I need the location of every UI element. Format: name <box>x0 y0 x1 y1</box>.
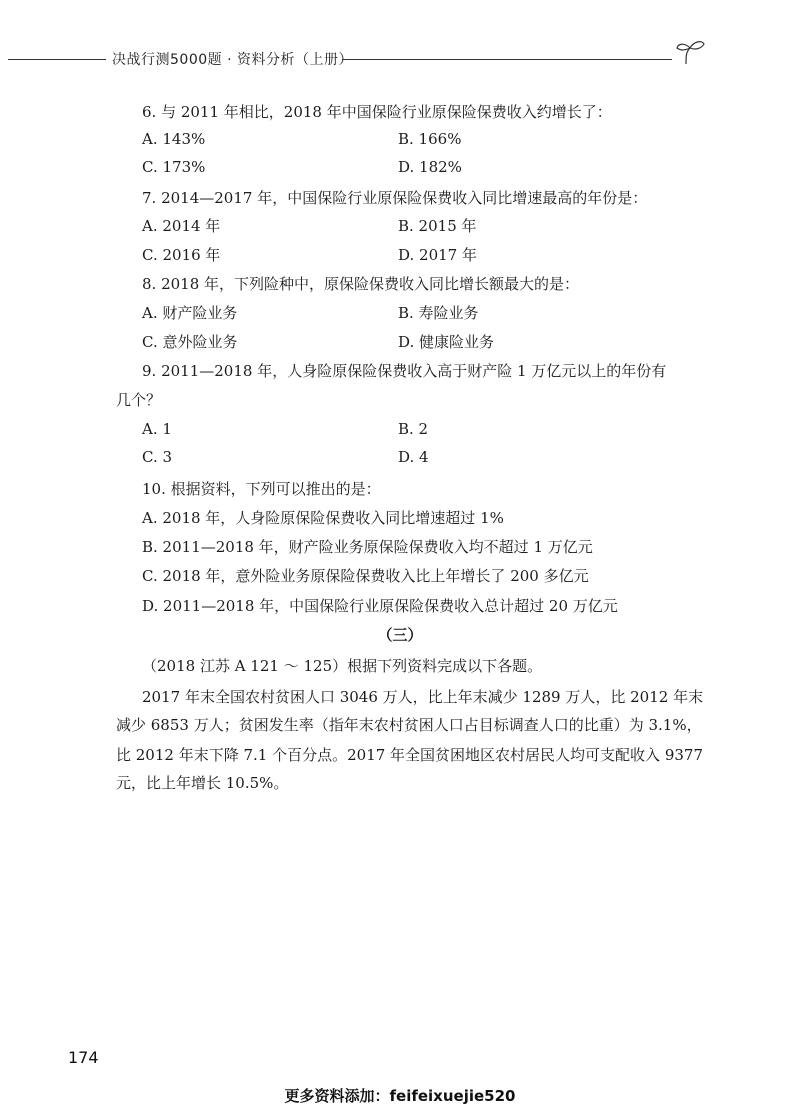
question-10-option-d: D. 2011—2018 年，中国保险行业原保险保费收入总计超过 20 万亿元 <box>142 597 618 615</box>
question-8-option-b: B. 寿险业务 <box>398 304 479 322</box>
book-title: 决战行测5000题 · 资料分析（上册） <box>112 52 353 68</box>
question-9-option-b: B. 2 <box>398 420 429 438</box>
question-6-option-d: D. 182% <box>398 158 462 176</box>
question-8-option-d: D. 健康险业务 <box>398 333 495 351</box>
page-number: 174 <box>68 1048 99 1067</box>
question-10-option-a: A. 2018 年，人身险原保险保费收入同比增速超过 1% <box>142 509 504 527</box>
question-7-option-c: C. 2016 年 <box>142 246 221 264</box>
question-6-option-b: B. 166% <box>398 130 462 148</box>
question-7-option-d: D. 2017 年 <box>398 246 477 264</box>
section-title: （三） <box>377 626 423 644</box>
question-10-option-b: B. 2011—2018 年，财产险业务原保险保费收入均不超过 1 万亿元 <box>142 538 593 556</box>
question-6-option-a: A. 143% <box>142 130 206 148</box>
question-10-stem: 10. 根据资料，下列可以推出的是： <box>142 480 381 498</box>
paragraph-line-1: 2017 年末全国农村贫困人口 3046 万人，比上年末减少 1289 万人，比 2012 年末 <box>142 688 704 706</box>
question-10-option-c: C. 2018 年，意外险业务原保险保费收入比上年增长了 200 多亿元 <box>142 567 589 585</box>
paragraph-line-4: 元，比上年增长 10.5%。 <box>116 774 289 792</box>
question-8-stem: 8. 2018 年，下列险种中，原保险保费收入同比增长额最大的是： <box>142 275 580 293</box>
paragraph-line-3: 比 2012 年末下降 7.1 个百分点。2017 年全国贫困地区农村居民人均可支配收入 9377 <box>116 746 703 764</box>
sprout-icon <box>672 38 708 66</box>
question-9-stem-line1: 9. 2011—2018 年，人身险原保险保费收入高于财产险 1 万亿元以上的年份有 <box>142 362 667 380</box>
question-9-option-a: A. 1 <box>142 420 172 438</box>
footer-note: 更多资料添加：feifeixuejie520 <box>284 1087 516 1105</box>
question-7-option-a: A. 2014 年 <box>142 217 221 235</box>
header-rule-right <box>342 59 672 60</box>
question-6-option-c: C. 173% <box>142 158 206 176</box>
paragraph-line-2: 减少 6853 万人；贫困发生率（指年末农村贫困人口占目标调查人口的比重）为 3.1%， <box>116 716 702 734</box>
question-6-stem: 6. 与 2011 年相比，2018 年中国保险行业原保险保费收入约增长了： <box>142 103 612 121</box>
question-9-stem-line2: 几个？ <box>116 391 162 409</box>
section-intro: （2018 江苏 A 121 ～ 125）根据下列资料完成以下各题。 <box>142 657 543 675</box>
question-8-option-a: A. 财产险业务 <box>142 304 238 322</box>
running-header <box>0 46 800 70</box>
question-9-option-c: C. 3 <box>142 448 173 466</box>
question-7-stem: 7. 2014—2017 年，中国保险行业原保险保费收入同比增速最高的年份是： <box>142 189 648 207</box>
question-8-option-c: C. 意外险业务 <box>142 333 238 351</box>
question-7-option-b: B. 2015 年 <box>398 217 477 235</box>
question-9-option-d: D. 4 <box>398 448 429 466</box>
header-rule-left <box>8 59 106 60</box>
